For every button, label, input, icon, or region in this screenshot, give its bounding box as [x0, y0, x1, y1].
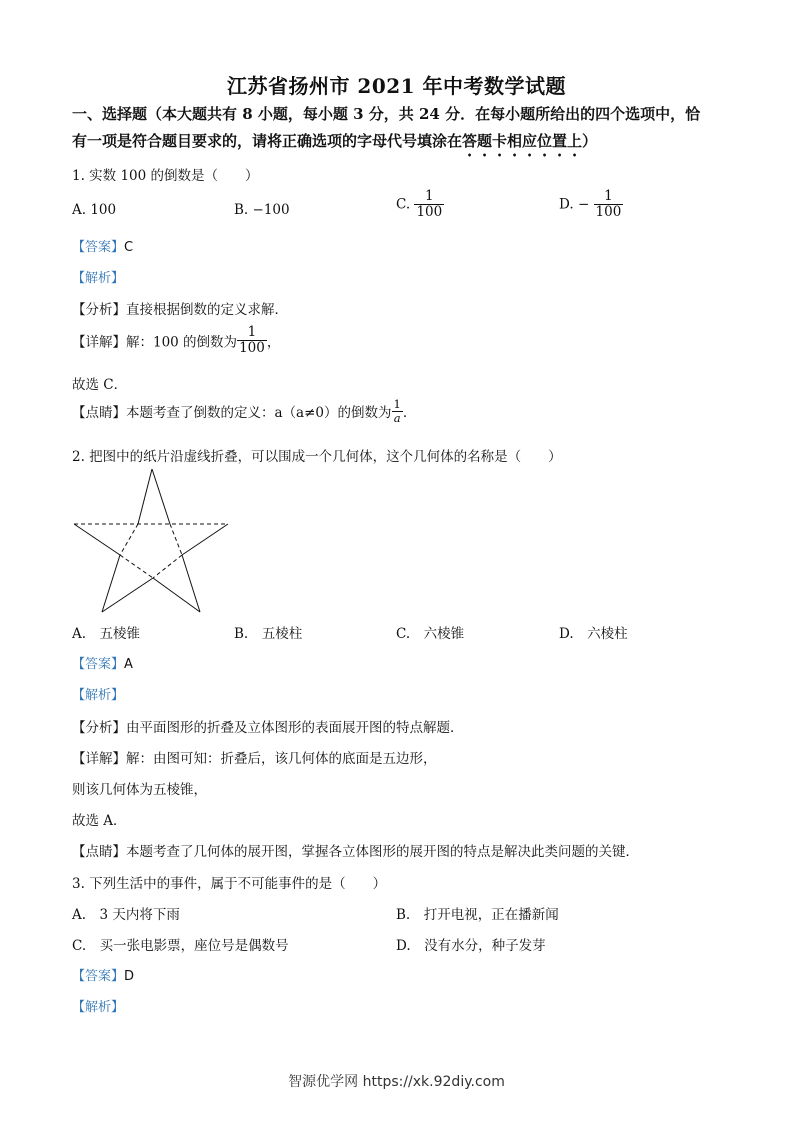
- q1-xiangjie: [72, 325, 280, 356]
- q2-option-d: D. 六棱柱: [559, 626, 628, 642]
- q2-xiangjie-text: 解：由图可知：折叠后，该几何体的底面是五边形，: [126, 751, 437, 767]
- q2-option-c: C. 六棱锥: [396, 626, 465, 642]
- q1-fenxi-tag: 【分析】: [72, 302, 126, 318]
- q3-option-a: A. 3 天内将下雨: [72, 907, 180, 923]
- q1-dianjing: [72, 398, 416, 424]
- q2-dianjing-text: 本题考查了几何体的展开图，掌握各立体图形的展开图的特点是解决此类问题的关键．: [126, 844, 639, 860]
- q3-option-b: B. 打开电视，正在播新闻: [396, 907, 559, 923]
- q1-dianjing-fraction: [392, 398, 403, 424]
- q3-option-d: D. 没有水分，种子发芽: [396, 938, 546, 954]
- q1-answer: [72, 236, 133, 255]
- section-header-line2-a: 有一项是符合题目要求的，请将正确选项的字母代号填涂在: [72, 132, 463, 150]
- star-edge: [74, 524, 120, 555]
- q1-analysis-tag: 【解析】: [72, 271, 125, 286]
- q1-stem: 1. 实数 100 的倒数是（ ）: [72, 168, 259, 184]
- q2-option-b: B. 五棱柱: [234, 626, 303, 642]
- fold-line: [170, 524, 182, 555]
- q1-option-c-label: C.: [396, 196, 411, 213]
- q1-option-d-denominator: 100: [595, 203, 622, 220]
- section-header-line2-b: ）: [582, 132, 598, 150]
- q1-xiangjie-post: ，: [266, 334, 281, 351]
- q1-fenxi: [72, 298, 288, 318]
- q1-xiangjie-denominator: 100: [239, 339, 265, 356]
- q1-option-d-numerator: 1: [604, 188, 613, 204]
- q1-option-b-value: −100: [252, 202, 290, 218]
- q2-xiangjie-tag: 【详解】: [72, 751, 126, 767]
- q2-guxuan: 故选 A．: [72, 813, 127, 829]
- q2-fenxi: [72, 716, 464, 736]
- q1-option-d-fraction: [594, 189, 624, 220]
- q3-stem: 3. 下列生活中的事件，属于不可能事件的是（ ）: [72, 876, 387, 892]
- q1-xiangjie-tag: 【详解】: [72, 334, 126, 351]
- star-edge: [138, 469, 152, 524]
- section-header-line1: 一、选择题（本大题共有 8 小题，每小题 3 分，共 24 分．在每小题所给出的四个选项中，恰: [72, 105, 701, 123]
- q2-dianjing-tag: 【点睛】: [72, 844, 126, 860]
- q1-dianjing-text: 本题考查了倒数的定义：a（a≠0）的倒数为: [126, 405, 392, 422]
- q2-xiangjie: [72, 747, 437, 767]
- q1-answer-value: C: [124, 240, 134, 255]
- star-edge: [153, 578, 200, 612]
- q2-answer-value: A: [124, 657, 133, 672]
- q3-option-c: C. 买一张电影票，座位号是偶数号: [72, 938, 289, 954]
- q1-option-d-label: D.: [559, 196, 574, 213]
- q1-option-d-sign: −: [577, 196, 590, 213]
- q1-xiangjie-fraction: [237, 325, 267, 356]
- q1-option-b: [234, 202, 290, 218]
- star-edge: [182, 555, 200, 612]
- fold-line: [153, 555, 182, 578]
- q1-xiangjie-numerator: 1: [247, 324, 257, 340]
- fold-line: [120, 524, 138, 555]
- q2-line2: 则该几何体为五棱锥，: [72, 782, 207, 798]
- q1-dianjing-denominator: a: [392, 411, 403, 425]
- q1-option-a: A. 100: [72, 202, 117, 218]
- q2-analysis-tag: 【解析】: [72, 688, 125, 703]
- q3-answer-value: D: [124, 969, 135, 984]
- q2-star-figure: [70, 466, 240, 616]
- q2-fenxi-text: 由平面图形的折叠及立体图形的表面展开图的特点解题．: [126, 720, 464, 736]
- q2-stem: 2. 把图中的纸片沿虚线折叠，可以围成一个几何体，这个几何体的名称是（ ）: [72, 449, 562, 465]
- star-edge: [152, 469, 170, 524]
- q1-answer-tag: 【答案】: [72, 240, 125, 255]
- q1-dianjing-numerator: 1: [393, 397, 401, 411]
- q3-answer: [72, 965, 134, 984]
- q2-answer-tag: 【答案】: [72, 657, 125, 672]
- q1-dianjing-post: ．: [402, 405, 417, 422]
- q3-analysis-tag: 【解析】: [72, 1000, 125, 1015]
- footer-watermark: 智源优学网 https://xk.92diy.com: [288, 1074, 505, 1090]
- q1-xiangjie-text: 解：100 的倒数为: [126, 334, 238, 351]
- q1-dianjing-tag: 【点睛】: [72, 405, 126, 422]
- q1-guxuan: 故选 C．: [72, 377, 128, 393]
- q2-fenxi-tag: 【分析】: [72, 720, 126, 736]
- q3-answer-tag: 【答案】: [72, 969, 125, 984]
- q2-option-a: A. 五棱锥: [72, 626, 141, 642]
- q1-option-c-numerator: 1: [425, 188, 434, 204]
- fold-line: [120, 555, 153, 578]
- q1-option-c: [396, 189, 444, 220]
- q1-option-c-denominator: 100: [416, 203, 443, 220]
- q1-option-d: [559, 189, 623, 220]
- q2-dianjing: [72, 840, 639, 860]
- star-edge: [102, 578, 153, 612]
- q1-option-b-label: B.: [234, 202, 249, 218]
- section-header-emphasis: 答题卡相应位置上: [462, 132, 583, 150]
- star-edge: [102, 555, 120, 612]
- page-title: 江苏省扬州市 2021 年中考数学试题: [226, 74, 567, 98]
- star-edge: [182, 524, 228, 555]
- q1-fenxi-text: 直接根据倒数的定义求解．: [126, 302, 288, 318]
- q1-option-c-fraction: [414, 189, 444, 220]
- q2-answer: [72, 653, 133, 672]
- section-header-line2: [72, 126, 597, 160]
